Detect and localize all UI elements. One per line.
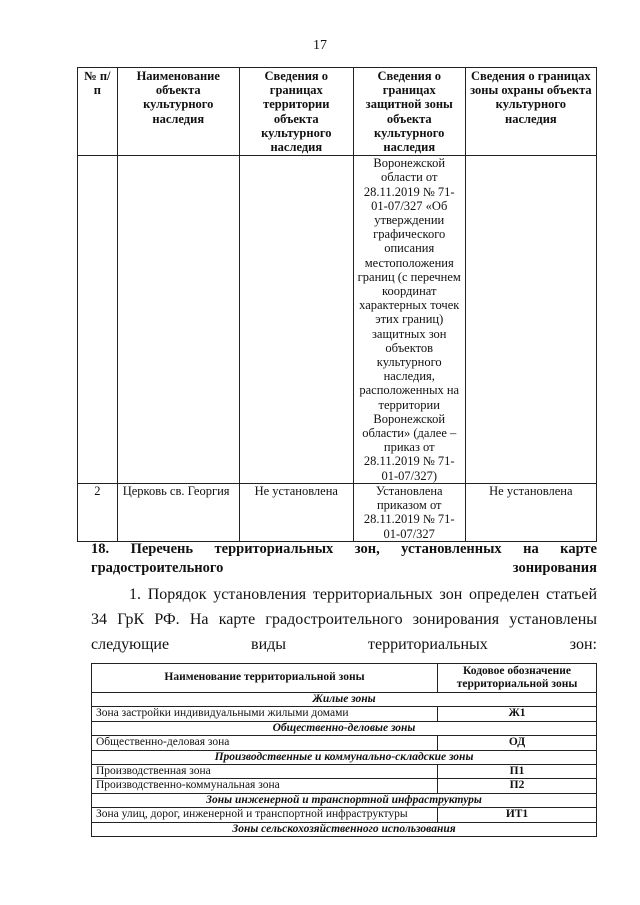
col-header-protective-zone: Сведения о границах защитной зоны объекта культурного наследия [353, 68, 465, 156]
zone-row [92, 808, 597, 822]
col-header-zone-code: Кодовое обозначение территориальной зоны [438, 664, 597, 693]
zone-group-name: Общественно-деловые зоны [92, 721, 597, 735]
zone-group-row [92, 793, 597, 807]
cell-empty [78, 156, 118, 484]
cell-protective-zone-continuation: Воронежской области от 28.11.2019 № 71-01-07/327 «Об утверждении графического описания местоположения границ (с перечнем координат характерных точек этих границ) защитных зон объектов культурного наследия, расположенных на территории Воронежской области» (далее – приказ от 28.11.2019 № 71-01-07/327) [353, 156, 465, 484]
zone-name: Зона улиц, дорог, инженерной и транспортной инфраструктуры [92, 808, 438, 822]
col-header-name: Наименование объекта культурного наследия [117, 68, 239, 156]
zone-code: Ж1 [438, 707, 597, 721]
table-row [78, 156, 597, 484]
zone-name: Производственная зона [92, 765, 438, 779]
zone-group-name: Производственные и коммунально-складские зоны [92, 750, 597, 764]
cell-protection-zone: Не установлена [465, 483, 596, 541]
zone-code: ИТ1 [438, 808, 597, 822]
zone-code: П1 [438, 765, 597, 779]
zone-group-row [92, 750, 597, 764]
table-row [78, 483, 597, 541]
zone-group-name: Жилые зоны [92, 693, 597, 707]
territorial-zones-table [91, 663, 597, 837]
table-header-row [78, 68, 597, 156]
zone-group-name: Зоны сельскохозяйственного использования [92, 822, 597, 836]
page-number: 17 [313, 38, 327, 53]
cell-name: Церковь св. Георгия [117, 483, 239, 541]
zone-group-row [92, 822, 597, 836]
cultural-heritage-table [77, 67, 597, 542]
zone-name: Общественно-деловая зона [92, 736, 438, 750]
zone-row [92, 736, 597, 750]
zone-row [92, 707, 597, 721]
col-header-zone-name: Наименование территориальной зоны [92, 664, 438, 693]
zone-group-row [92, 693, 597, 707]
zone-name: Производственно-коммунальная зона [92, 779, 438, 793]
paragraph-text: 1. Порядок установления территориальных зон определен статьей 34 ГрК РФ. На карте градостроительного зонирования установлены следующие виды территориальных зон: [91, 586, 597, 653]
col-header-number: № п/п [78, 68, 118, 156]
section-paragraph [91, 582, 597, 657]
zone-group-name: Зоны инженерной и транспортной инфраструктуры [92, 793, 597, 807]
col-header-territory: Сведения о границах территории объекта культурного наследия [239, 68, 353, 156]
table-header-row [92, 664, 597, 693]
zone-code: ОД [438, 736, 597, 750]
cell-number: 2 [78, 483, 118, 541]
cell-protective-zone: Установлена приказом от 28.11.2019 № 71-01-07/327 [353, 483, 465, 541]
section-heading: 18. Перечень территориальных зон, установленных на карте градостроительного зонирования [91, 541, 597, 576]
cell-empty [117, 156, 239, 484]
zone-name: Зона застройки индивидуальными жилыми домами [92, 707, 438, 721]
zone-row [92, 779, 597, 793]
zone-group-row [92, 721, 597, 735]
col-header-protection-zone: Сведения о границах зоны охраны объекта культурного наследия [465, 68, 596, 156]
cell-empty [465, 156, 596, 484]
cell-territory: Не установлена [239, 483, 353, 541]
zone-row [92, 765, 597, 779]
cell-empty [239, 156, 353, 484]
zone-code: П2 [438, 779, 597, 793]
